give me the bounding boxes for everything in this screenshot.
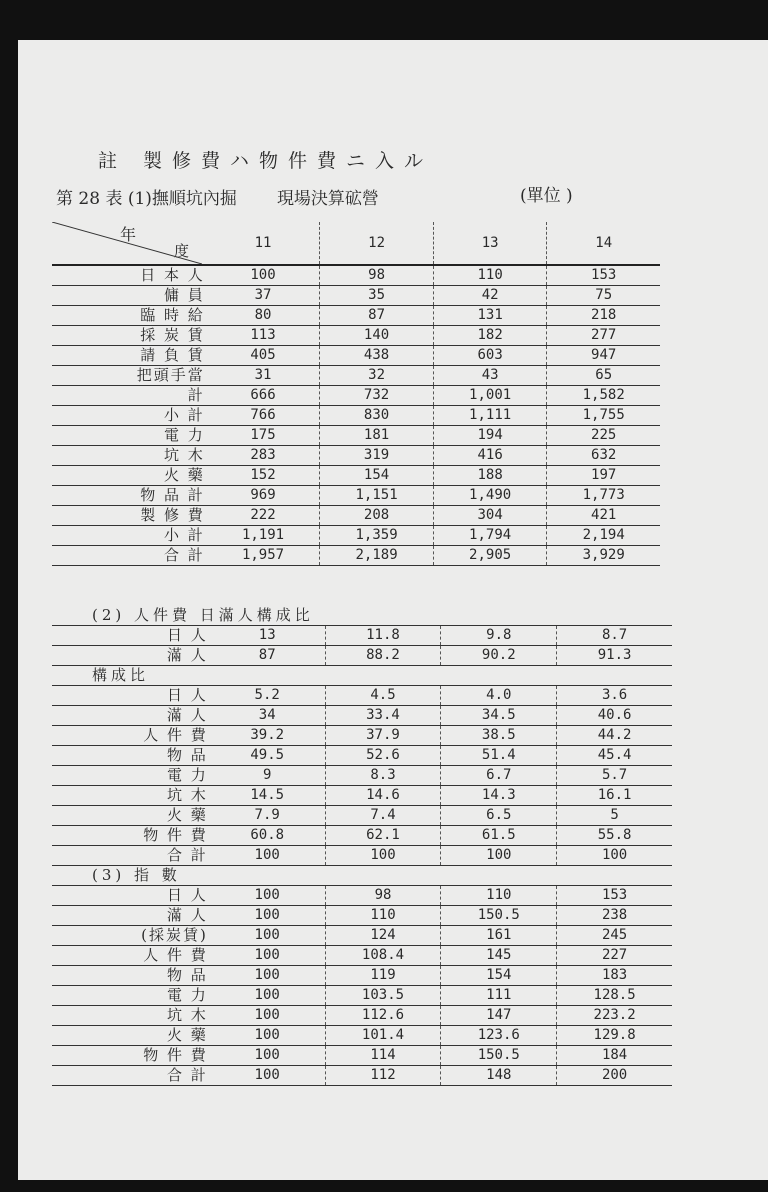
- table-cell: 6.7: [441, 766, 557, 786]
- table-row: [52, 486, 660, 506]
- row-label: 合 計: [52, 546, 207, 566]
- table-row: [52, 406, 660, 426]
- table-cell: 969: [207, 486, 320, 506]
- table-cell: 45.4: [557, 746, 672, 766]
- row-label: 物 件 費: [52, 826, 210, 846]
- row-label: 傭 員: [52, 286, 207, 306]
- row-label: 物 品: [52, 966, 210, 986]
- table-cell: 129.8: [557, 1026, 672, 1046]
- table-cell: 34.5: [441, 706, 557, 726]
- table-cell: 1,490: [433, 486, 547, 506]
- table-row: [52, 1066, 672, 1086]
- table-cell: 416: [433, 446, 547, 466]
- table-row: [52, 646, 672, 666]
- table-cell: 1,957: [207, 546, 320, 566]
- table-cell: 39.2: [210, 726, 325, 746]
- table-cell: 49.5: [210, 746, 325, 766]
- table-row: [52, 986, 672, 1006]
- table-cell: 1,794: [433, 526, 547, 546]
- table-cell: 6.5: [441, 806, 557, 826]
- table-cell: 140: [320, 326, 434, 346]
- table-cell: 100: [441, 846, 557, 866]
- table-cell: 14.3: [441, 786, 557, 806]
- table-cell: 100: [325, 846, 441, 866]
- row-label: 日 人: [52, 886, 210, 906]
- table-row: [52, 786, 672, 806]
- table-cell: 188: [433, 466, 547, 486]
- table-cell: 61.5: [441, 826, 557, 846]
- table-cell: 200: [557, 1066, 672, 1086]
- section-heading: (3) 指 數: [52, 866, 672, 886]
- row-label: 人 件 費: [52, 946, 210, 966]
- table-cell: 40.6: [557, 706, 672, 726]
- table-row: [52, 366, 660, 386]
- corner-header: [52, 222, 207, 265]
- table-cell: 222: [207, 506, 320, 526]
- table-cell: 9.8: [441, 626, 557, 646]
- table-cell: 223.2: [557, 1006, 672, 1026]
- table-cell: 147: [441, 1006, 557, 1026]
- table-cell: 52.6: [325, 746, 441, 766]
- table-cell: 2,194: [547, 526, 660, 546]
- table-cell: 150.5: [441, 1046, 557, 1066]
- table-cell: 8.7: [557, 626, 672, 646]
- table-cell: 60.8: [210, 826, 325, 846]
- row-label: 物 件 費: [52, 1046, 210, 1066]
- table-cell: 100: [210, 906, 325, 926]
- table-cell: 16.1: [557, 786, 672, 806]
- row-label: 滿 人: [52, 906, 210, 926]
- table-cell: 2,189: [320, 546, 434, 566]
- table-cell: 34: [210, 706, 325, 726]
- unit-label: (單位 ): [520, 186, 573, 206]
- table-cell: 113: [207, 326, 320, 346]
- degree-label: 度: [174, 242, 190, 260]
- row-label: 滿 人: [52, 646, 210, 666]
- table-cell: 114: [325, 1046, 441, 1066]
- table-cell: 5: [557, 806, 672, 826]
- table-cell: 100: [210, 886, 325, 906]
- table-cell: 632: [547, 446, 660, 466]
- table-cell: 175: [207, 426, 320, 446]
- row-label: 火 藥: [52, 806, 210, 826]
- table-cell: 1,582: [547, 386, 660, 406]
- table-row: [52, 886, 672, 906]
- table-cell: 44.2: [557, 726, 672, 746]
- table-cell: 947: [547, 346, 660, 366]
- table-cell: 5.7: [557, 766, 672, 786]
- table-cell: 227: [557, 946, 672, 966]
- table-row: [52, 526, 660, 546]
- table-cell: 37: [207, 286, 320, 306]
- table-cell: 108.4: [325, 946, 441, 966]
- col-header: 13: [433, 222, 547, 265]
- row-label: (採炭賃): [52, 926, 210, 946]
- section-heading: (2) 人件費 日滿人構成比: [52, 606, 672, 626]
- table-cell: 119: [325, 966, 441, 986]
- table-cell: 37.9: [325, 726, 441, 746]
- table-cell: 80: [207, 306, 320, 326]
- table-cell: 124: [325, 926, 441, 946]
- table-cell: 65: [547, 366, 660, 386]
- table-cell: 111: [441, 986, 557, 1006]
- row-label: 電 力: [52, 986, 210, 1006]
- table-cell: 1,111: [433, 406, 547, 426]
- table-cell: 154: [320, 466, 434, 486]
- table-cell: 100: [210, 1006, 325, 1026]
- table-cell: 112: [325, 1066, 441, 1086]
- row-label: 坑 木: [52, 786, 210, 806]
- row-label: 人 件 費: [52, 726, 210, 746]
- table-row: [52, 1026, 672, 1046]
- table-subject: 現場決算砿營: [276, 189, 379, 209]
- table-cell: 75: [547, 286, 660, 306]
- table-cell: 100: [210, 1026, 325, 1046]
- table-cell: 123.6: [441, 1026, 557, 1046]
- col-header: 12: [320, 222, 434, 265]
- table-cell: 5.2: [210, 686, 325, 706]
- table-cell: 55.8: [557, 826, 672, 846]
- table-row: [52, 626, 672, 646]
- table-cell: 101.4: [325, 1026, 441, 1046]
- row-label: 火 藥: [52, 1026, 210, 1046]
- table-title: [56, 184, 379, 209]
- row-label: 日 本 人: [52, 265, 207, 286]
- table-cell: 438: [320, 346, 434, 366]
- table-cell: 100: [210, 966, 325, 986]
- table-cell: 1,773: [547, 486, 660, 506]
- table-cell: 14.5: [210, 786, 325, 806]
- row-label: 臨 時 給: [52, 306, 207, 326]
- table-cell: 62.1: [325, 826, 441, 846]
- table-row: [52, 1006, 672, 1026]
- table-row: [52, 826, 672, 846]
- table-cell: 405: [207, 346, 320, 366]
- table-row: [52, 346, 660, 366]
- table-cell: 421: [547, 506, 660, 526]
- row-label: 物 品 計: [52, 486, 207, 506]
- table-row: [52, 946, 672, 966]
- table-cell: 154: [441, 966, 557, 986]
- table-cell: 131: [433, 306, 547, 326]
- row-label: 滿 人: [52, 706, 210, 726]
- row-label: 電 力: [52, 766, 210, 786]
- table-cell: 218: [547, 306, 660, 326]
- table-cell: 181: [320, 426, 434, 446]
- row-label: 日 人: [52, 686, 210, 706]
- table-cell: 112.6: [325, 1006, 441, 1026]
- table-cell: 666: [207, 386, 320, 406]
- table-cell: 153: [547, 265, 660, 286]
- row-label: 合 計: [52, 1066, 210, 1086]
- table-cell: 128.5: [557, 986, 672, 1006]
- table-row: [52, 546, 660, 566]
- row-label: 小 計: [52, 406, 207, 426]
- row-label: 日 人: [52, 626, 210, 646]
- table-cell: 225: [547, 426, 660, 446]
- section-heading: 構成比: [52, 666, 672, 686]
- table-row: [52, 706, 672, 726]
- table-cell: 304: [433, 506, 547, 526]
- table-cell: 238: [557, 906, 672, 926]
- table-cell: 732: [320, 386, 434, 406]
- table-cell: 153: [557, 886, 672, 906]
- row-label: 坑 木: [52, 1006, 210, 1026]
- table-row: [52, 506, 660, 526]
- table-cell: 100: [557, 846, 672, 866]
- table-row: [52, 386, 660, 406]
- table-cell: 100: [210, 926, 325, 946]
- table-cell: 110: [441, 886, 557, 906]
- year-label: 年: [120, 225, 137, 244]
- table-cell: 7.9: [210, 806, 325, 826]
- table-cell: 38.5: [441, 726, 557, 746]
- table-row: [52, 466, 660, 486]
- table-cell: 830: [320, 406, 434, 426]
- table-row: [52, 1046, 672, 1066]
- footnote: 註 製修費ハ物件費ニ入ル: [98, 150, 434, 172]
- table-cell: 11.8: [325, 626, 441, 646]
- table-cell: 88.2: [325, 646, 441, 666]
- table-cell: 32: [320, 366, 434, 386]
- table-cell: 184: [557, 1046, 672, 1066]
- row-label: 電 力: [52, 426, 207, 446]
- row-label: 物 品: [52, 746, 210, 766]
- table-cell: 145: [441, 946, 557, 966]
- table-cell: 277: [547, 326, 660, 346]
- table-cell: 100: [207, 265, 320, 286]
- table-row: [52, 306, 660, 326]
- table-cell: 98: [325, 886, 441, 906]
- table-cell: 161: [441, 926, 557, 946]
- table-cell: 31: [207, 366, 320, 386]
- table-cell: 91.3: [557, 646, 672, 666]
- table-cell: 1,151: [320, 486, 434, 506]
- table-cell: 182: [433, 326, 547, 346]
- table-cell: 1,755: [547, 406, 660, 426]
- table-cell: 13: [210, 626, 325, 646]
- table-cell: 100: [210, 1046, 325, 1066]
- table-cell: 2,905: [433, 546, 547, 566]
- table-cell: 1,001: [433, 386, 547, 406]
- table-cell: 35: [320, 286, 434, 306]
- table-cell: 283: [207, 446, 320, 466]
- header-row: [52, 222, 660, 265]
- table-cell: 197: [547, 466, 660, 486]
- table-cell: 103.5: [325, 986, 441, 1006]
- table-cell: 100: [210, 946, 325, 966]
- table-cell: 194: [433, 426, 547, 446]
- table-cell: 14.6: [325, 786, 441, 806]
- table-row: [52, 326, 660, 346]
- table-cell: 183: [557, 966, 672, 986]
- table-cell: 110: [433, 265, 547, 286]
- table-cell: 51.4: [441, 746, 557, 766]
- table-cell: 87: [210, 646, 325, 666]
- col-header: 14: [547, 222, 660, 265]
- table-cell: 100: [210, 846, 325, 866]
- table-cell: 1,359: [320, 526, 434, 546]
- table-cell: 1,191: [207, 526, 320, 546]
- table-cell: 3,929: [547, 546, 660, 566]
- table-cell: 98: [320, 265, 434, 286]
- table-cell: 4.5: [325, 686, 441, 706]
- table-row: [52, 726, 672, 746]
- row-label: 請 負 賃: [52, 346, 207, 366]
- table-cell: 8.3: [325, 766, 441, 786]
- table-cell: 42: [433, 286, 547, 306]
- row-label: 合 計: [52, 846, 210, 866]
- table-row: [52, 906, 672, 926]
- table-cell: 4.0: [441, 686, 557, 706]
- table-cell: 110: [325, 906, 441, 926]
- row-label: 坑 木: [52, 446, 207, 466]
- table-cell: 9: [210, 766, 325, 786]
- table-cell: 766: [207, 406, 320, 426]
- table-cell: 150.5: [441, 906, 557, 926]
- row-label: 製 修 費: [52, 506, 207, 526]
- table-row: [52, 265, 660, 286]
- table-cell: 7.4: [325, 806, 441, 826]
- table-row: [52, 446, 660, 466]
- table-cell: 245: [557, 926, 672, 946]
- table-row: [52, 426, 660, 446]
- table-cell: 152: [207, 466, 320, 486]
- table-row: [52, 286, 660, 306]
- table-row: [52, 846, 672, 866]
- row-label: 採 炭 賃: [52, 326, 207, 346]
- table-row: [52, 806, 672, 826]
- table-cell: 43: [433, 366, 547, 386]
- table-cell: 3.6: [557, 686, 672, 706]
- table-cell: 33.4: [325, 706, 441, 726]
- col-header: 11: [207, 222, 320, 265]
- cost-table: [52, 222, 660, 566]
- table-cell: 148: [441, 1066, 557, 1086]
- table-cell: 208: [320, 506, 434, 526]
- table-row: [52, 766, 672, 786]
- ratio-index-table: [52, 606, 672, 1086]
- table-cell: 603: [433, 346, 547, 366]
- row-label: 小 計: [52, 526, 207, 546]
- table-row: [52, 926, 672, 946]
- table-row: [52, 966, 672, 986]
- row-label: 計: [52, 386, 207, 406]
- table-row: [52, 746, 672, 766]
- table-cell: 100: [210, 986, 325, 1006]
- table-cell: 319: [320, 446, 434, 466]
- table-number: 第 28 表 (1)撫順坑內掘: [56, 189, 237, 209]
- row-label: 把頭手當: [52, 366, 207, 386]
- table-cell: 100: [210, 1066, 325, 1086]
- table-cell: 90.2: [441, 646, 557, 666]
- table-cell: 87: [320, 306, 434, 326]
- table-row: [52, 686, 672, 706]
- row-label: 火 藥: [52, 466, 207, 486]
